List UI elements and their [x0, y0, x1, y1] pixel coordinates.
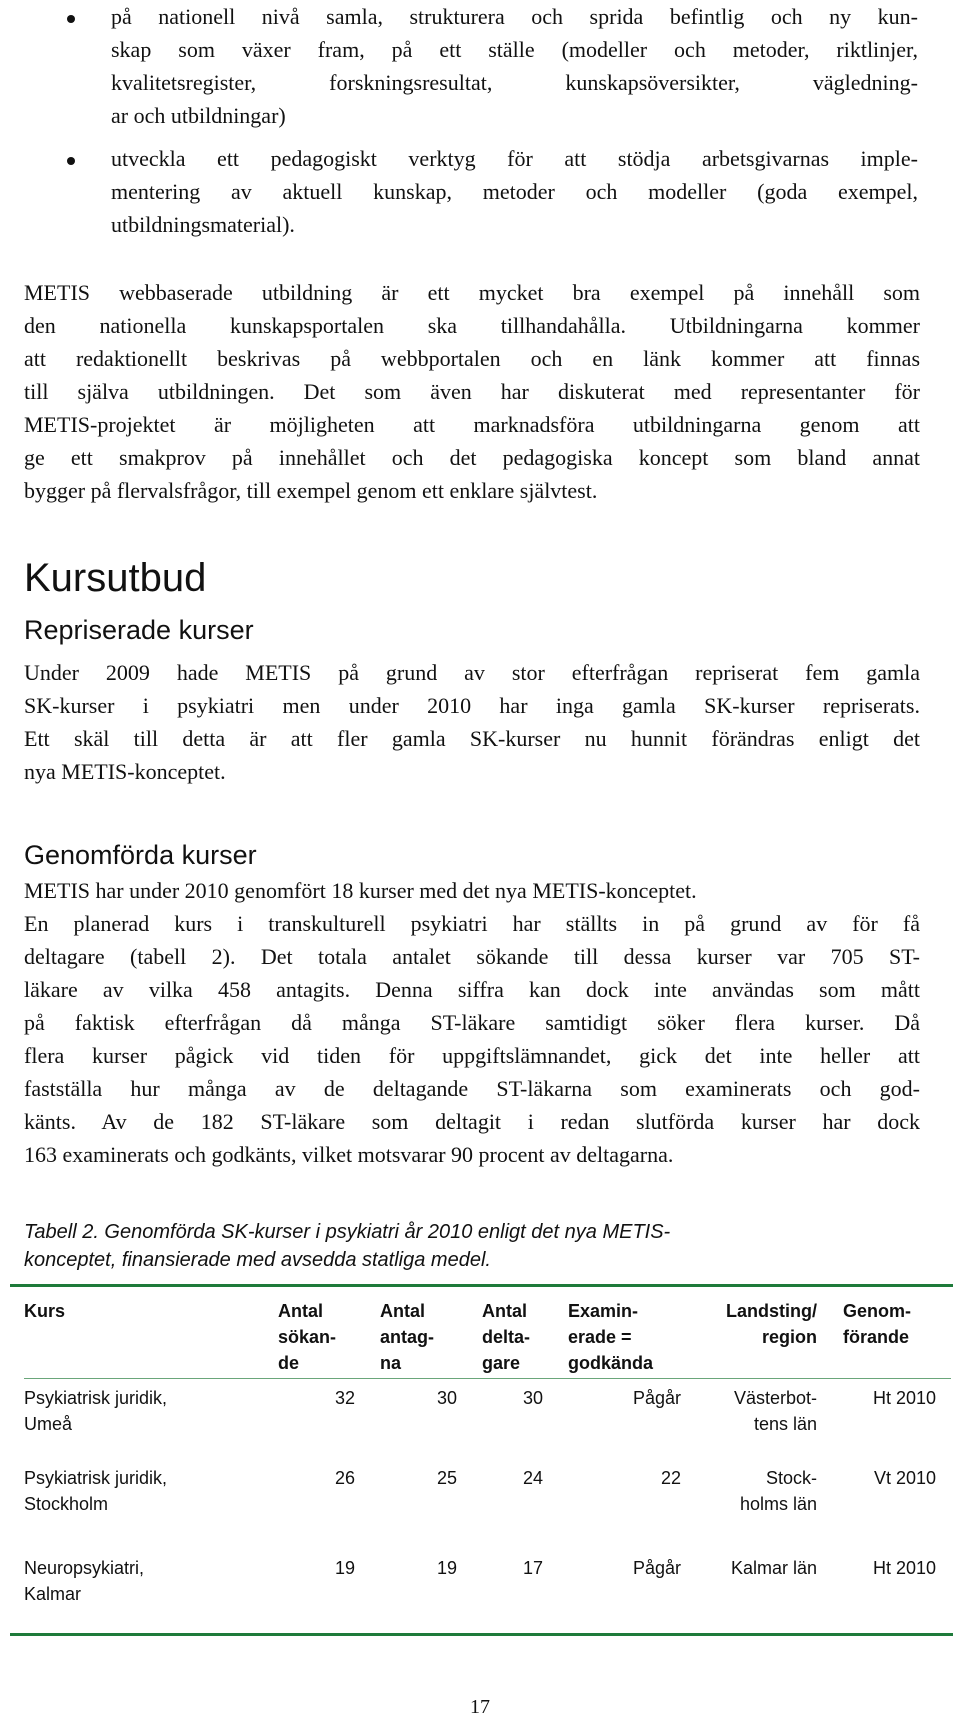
cell-line: Umeå: [24, 1414, 73, 1434]
text-line: flera kurser pågick vid tiden för uppgiftslämnandet, gick det inte heller att: [24, 1043, 920, 1068]
header-region: [690, 1298, 817, 1350]
repriserade-paragraph: [24, 656, 920, 788]
header-line: erade =: [568, 1327, 632, 1347]
intro-paragraph: [24, 276, 920, 507]
cell-line: Stock-: [765, 1468, 817, 1488]
text-line: utveckla ett pedagogiskt verktyg för att stödja arbetsgivarnas imple-: [111, 146, 918, 171]
text-line: METIS webbaserade utbildning är ett mycket bra exempel på innehåll som: [24, 280, 920, 305]
cell-sokande: 32: [334, 1388, 355, 1408]
text-line: bygger på flervalsfrågor, till exempel genom ett enklare självtest.: [24, 478, 598, 503]
text-line: mentering av aktuell kunskap, metoder och modeller (goda exempel,: [111, 179, 918, 204]
header-line: Kurs: [24, 1301, 66, 1321]
text-line: deltagare (tabell 2). Det totala antalet sökande till dessa kurser var 705 ST-: [24, 944, 920, 969]
cell-region: [690, 1385, 817, 1437]
caption-line: Tabell 2. Genomförda SK-kurser i psykiatri år 2010 enligt det nya METIS-: [24, 1221, 671, 1243]
cell-sokande: 26: [334, 1468, 355, 1488]
text-line: till själva utbildningen. Det som även har diskuterat med representanter för: [24, 379, 920, 404]
cell-examinerade: Pågår: [632, 1388, 681, 1408]
header-line: na: [380, 1353, 402, 1373]
subsection-heading-repriserade: Repriserade kurser: [24, 615, 254, 645]
header-line: förande: [843, 1327, 910, 1347]
cell-region: [690, 1555, 817, 1581]
caption-line: konceptet, finansierade med avsedda statliga medel.: [24, 1249, 491, 1271]
cell-line: Neuropsykiatri,: [24, 1558, 145, 1578]
header-line: de: [278, 1353, 300, 1373]
text-line: nya METIS-konceptet.: [24, 759, 226, 784]
cell-genomforande: Ht 2010: [872, 1388, 936, 1408]
text-line: den nationella kunskapsportalen ska tillhandahålla. Utbildningarna kommer: [24, 313, 920, 338]
text-line: fastställa hur många av de deltagande ST-läkarna som examinerats och god-: [24, 1076, 920, 1101]
header-sokande: [278, 1298, 336, 1376]
header-genomforande: [843, 1298, 911, 1350]
text-line: Ett skäl till detta är att fler gamla SK-kurser nu hunnit förändras enligt det: [24, 726, 920, 751]
cell-antagna: 19: [436, 1558, 457, 1578]
text-line: METIS har under 2010 genomfört 18 kurser med det nya METIS-konceptet.: [24, 878, 697, 903]
header-examinerade: [568, 1298, 653, 1376]
cell-kurs: [24, 1465, 167, 1517]
text-line: SK-kurser i psykiatri men under 2010 har inga gamla SK-kurser repriserats.: [24, 693, 920, 718]
table-bottom-rule: [10, 1633, 953, 1636]
text-line: ge ett smakprov på innehållet och det pedagogiska koncept som bland annat: [24, 445, 920, 470]
genomforda-paragraph: [24, 874, 920, 1171]
text-line: på faktisk efterfrågan då många ST-läkare samtidigt söker flera kurser. Då: [24, 1010, 920, 1035]
cell-examinerade: Pågår: [632, 1558, 681, 1578]
cell-deltagare: 17: [522, 1558, 543, 1578]
header-line: antag-: [380, 1327, 434, 1347]
header-line: gare: [482, 1353, 521, 1373]
table-top-rule: [10, 1284, 953, 1287]
header-line: godkända: [568, 1353, 654, 1373]
cell-kurs: [24, 1385, 167, 1437]
header-line: Examin-: [568, 1301, 639, 1321]
text-line: att redaktionellt beskrivas på webbportalen och en länk kommer att finnas: [24, 346, 920, 371]
cell-genomforande: Vt 2010: [873, 1468, 936, 1488]
cell-examinerade: 22: [660, 1468, 681, 1488]
cell-line: Stockholm: [24, 1494, 109, 1514]
cell-line: Psykiatrisk juridik,: [24, 1468, 168, 1488]
subsection-heading-genomforda: Genomförda kurser: [24, 840, 257, 870]
text-line: ar och utbildningar): [111, 103, 286, 128]
header-line: Antal: [380, 1301, 425, 1321]
section-heading: Kursutbud: [24, 556, 207, 600]
header-deltagare: [482, 1298, 530, 1376]
header-line: delta-: [482, 1327, 531, 1347]
cell-antagna: 30: [436, 1388, 457, 1408]
text-line: kvalitetsregister, forskningsresultat, kunskapsöversikter, vägledning-: [111, 70, 918, 95]
cell-line: holms län: [739, 1494, 817, 1514]
header-line: sökan-: [278, 1327, 337, 1347]
table-caption: [24, 1218, 924, 1274]
cell-kurs: [24, 1555, 144, 1607]
text-line: känts. Av de 182 ST-läkare som deltagit i redan slutförda kurser har dock: [24, 1109, 920, 1134]
header-line: Antal: [482, 1301, 527, 1321]
cell-deltagare: 30: [522, 1388, 543, 1408]
header-line: Landsting/: [726, 1301, 817, 1321]
page-number: 17: [470, 1696, 490, 1718]
cell-sokande: 19: [334, 1558, 355, 1578]
cell-genomforande: Ht 2010: [872, 1558, 936, 1578]
cell-region: [690, 1465, 817, 1517]
text-line: METIS-projektet är möjligheten att marknadsföra utbildningarna genom att: [24, 412, 920, 437]
cell-line: tens län: [753, 1414, 817, 1434]
header-antagna: [380, 1298, 434, 1376]
bullet-dot-icon: [67, 157, 75, 165]
text-line: på nationell nivå samla, strukturera och sprida befintlig och ny kun-: [111, 4, 918, 29]
cell-line: Kalmar: [24, 1584, 82, 1604]
header-line: Genom-: [843, 1301, 912, 1321]
cell-line: Västerbot-: [733, 1388, 817, 1408]
table-header-rule: [24, 1378, 951, 1379]
cell-line: Kalmar län: [730, 1558, 817, 1578]
header-line: Antal: [278, 1301, 323, 1321]
text-line: 163 examinerats och godkänts, vilket motsvarar 90 procent av deltagarna.: [24, 1142, 674, 1167]
text-line: skap som växer fram, på ett ställe (modeller och metoder, riktlinjer,: [111, 37, 918, 62]
bullet-dot-icon: [67, 15, 75, 23]
text-line: En planerad kurs i transkulturell psykiatri har ställts in på grund av för få: [24, 911, 920, 936]
cell-line: Psykiatrisk juridik,: [24, 1388, 168, 1408]
text-line: utbildningsmaterial).: [111, 212, 295, 237]
header-kurs: [24, 1298, 65, 1324]
header-line: region: [761, 1327, 817, 1347]
cell-antagna: 25: [436, 1468, 457, 1488]
text-line: Under 2009 hade METIS på grund av stor efterfrågan repriserat fem gamla: [24, 660, 920, 685]
text-line: läkare av vilka 458 antagits. Denna siffra kan dock inte användas som mått: [24, 977, 920, 1002]
cell-deltagare: 24: [522, 1468, 543, 1488]
